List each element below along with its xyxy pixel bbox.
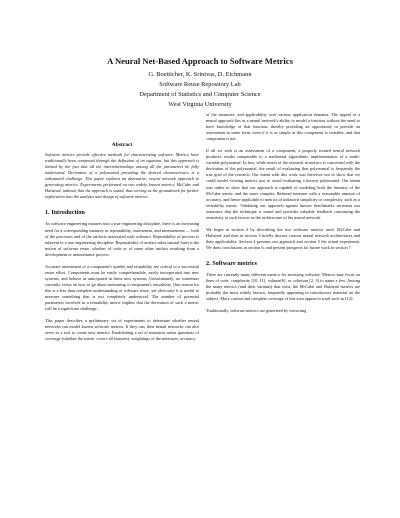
section-1-paragraph-3: This paper describes a preliminary set of experiments to determine whether neural networks can model known software metrics. If they can, then neural networks can also serve as a tool to create new metrics. Establishing a set of measures raises questions of coverage (whether the metric covers all features), weightings of the measures, accuracy xyxy=(45,318,199,342)
section-1-paragraph-1: As software engineering matures into a true engineering discipline, there is an increasing need for a corresponding maturity in repeatability, assessment, and measurement — both of the processes and of the artifacts associated with software. Repeatability of process is inherent to a true engineering discipline. Repeatability of artifact takes natural form is the notion of software reuse, whether of code or of some other artifact resulting from a development or maintenance process. xyxy=(45,221,199,257)
paper-title: A Neural Net-Based Approach to Software Metrics xyxy=(107,56,293,66)
section-2-paragraph-2: Traditionally, software metrics are generated by extracting xyxy=(206,308,307,314)
authors: G. Boetticher, K. Srinivas, D. Eichmann xyxy=(148,71,252,78)
right-paragraph-3: We begin in section 2 by describing the two software metrics used, McCabe and Halstead, and then in section 3 briefly discuss various neural network architectures and their applicability. Section 4 presents our approach and section 5 the actual experiment. We draw conclusions in section 6, and present prospects for future work in section 7. xyxy=(206,226,360,250)
section-1-heading: 1. Introduction xyxy=(45,209,85,217)
section-2-paragraph-1: There are currently many different metrics for assessing software. Metrics may focus on lines of code, complexity [10, 11], volume[6], or cohesion [2, 3] to name a few. Among the many metrics (and their variants) that exist, the McCabe and Halstead metrics are probably the most widely known, frequently appearing in introductory material on the subject. More current and complete coverage of this area appear in work such as [12]. xyxy=(206,272,360,302)
author-block xyxy=(0,70,400,110)
abstract-text: Software metrics provide effective methods for characterizing software. Metrics have traditionally been composed through the definition of an equation, but this approach is limited by the fact that all the interrelationships among all the parameters be fully understood. Derivation of a polynomial providing the desired characteristics is a substantial challenge. This paper explores an alternative, neural network approach to generating metrics. Experiments performed on two widely known metrics, McCabe and Halstead, indicate that the approach is sound, thus serving as the groundwork for further exploration into the analysis and design of software metrics. xyxy=(45,152,199,200)
university: West Virginia University xyxy=(168,101,232,108)
section-2-heading: 2. Software metrics xyxy=(206,259,257,267)
right-paragraph-1: of the measures, and applicability over various application domains. The appeal of a neural approach lies in a neural network's ability to model a function without the need to have knowledge of that function, thereby providing an opportunity to provide an assessment in some form, even if it is as simple as this component is reusable, and that component is not. xyxy=(206,112,360,142)
lab-name: Software Reuse Repository Lab xyxy=(159,81,241,88)
left-column xyxy=(45,142,199,348)
section-1-paragraph-2: Accurate assessment of a component's quality and reusability are critical to a successful reuse effort. Components must be easily comprehensible, easily incorporated into new systems, and behave as anticipated in those new systems. Unfortunately, no consensus currently exists on how to go about measuring a component's reusability. One reason for this is a less than complete understanding of software reuse, yet obviously it is useful to measure something that is not completely understood. The number of potential parameters involved in a reusability metric implies that the derivation of such a metric will be a significant challenge. xyxy=(45,263,199,312)
department: Department of Statistics and Computer Science xyxy=(139,91,261,98)
abstract-heading: Abstract xyxy=(111,142,133,148)
right-paragraph-2: If all we seek is an assessment of a component, a properly trained neural network produces results comparable to a traditional algorithmic implementation of a multi-variable polynomial. In fact, while much of the research in metrics is concerned with the derivation of the polynomial, the result of evaluating that polynomial is frequently the true goal of the research. Our intent with this work was therefore not to show that we could model existing metrics just to avoid evaluating a known polynomial. Our intent was rather to show that our approach is capable of modeling both the linearity of the McCabe metric and the more complex Halstead measure with a reasonable amount of accuracy, and hence applicable to metrics of unknown simplicity or complexity, such as a reusability metric. Validating our approach against known benchmarks increases our assurance that the technique is sound and provides valuable feedback concerning the sensitivity to such factors as the architecture of the neural network. xyxy=(206,148,360,220)
right-column xyxy=(206,112,360,320)
